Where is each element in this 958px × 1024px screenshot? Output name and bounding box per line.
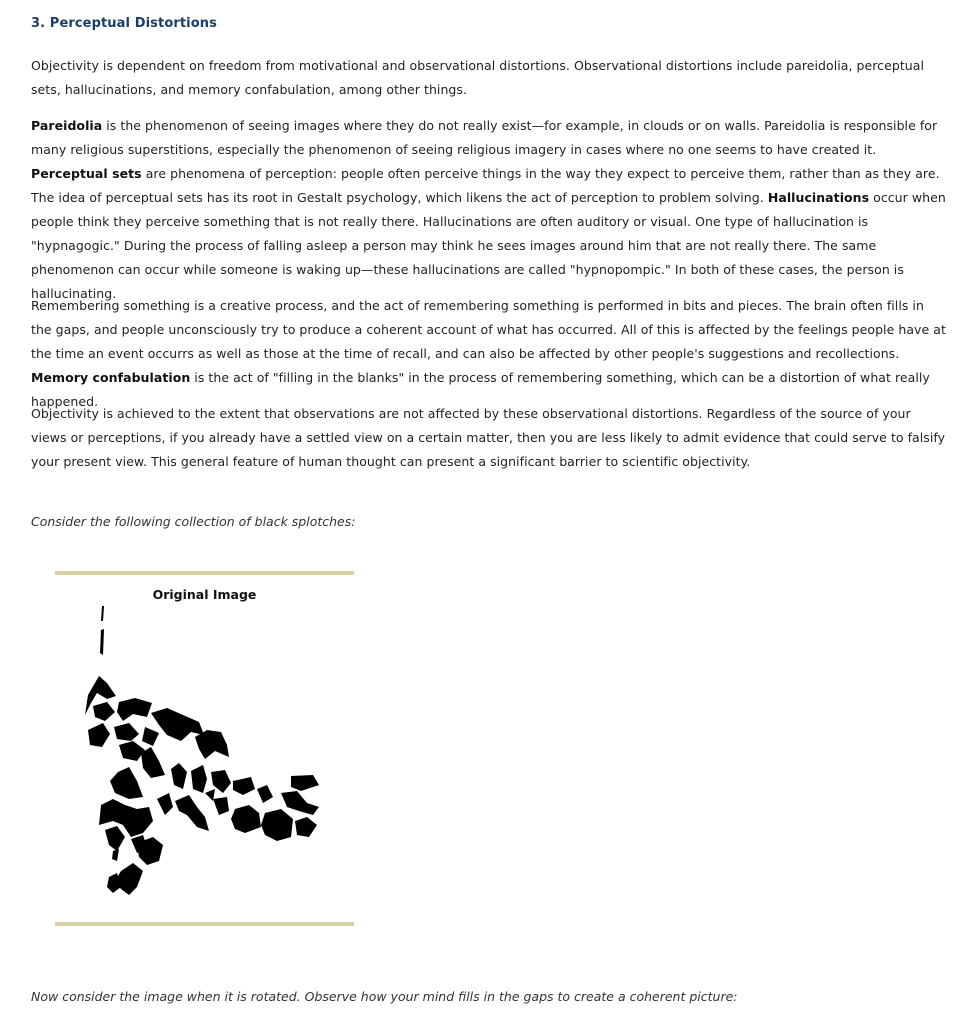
splotch <box>119 741 145 761</box>
term-hallucinations: Hallucinations <box>767 190 870 205</box>
term-memory-confabulation: Memory confabulation <box>31 370 191 385</box>
splotch <box>257 785 273 803</box>
splotch <box>100 629 104 655</box>
splotch <box>291 775 319 791</box>
splotch <box>233 777 255 795</box>
splotch <box>110 767 143 799</box>
splotch <box>151 708 204 741</box>
splotch <box>213 797 229 815</box>
splotch <box>115 863 143 895</box>
splotch <box>105 826 125 851</box>
paragraph-objectivity-conclusion: Objectivity is achieved to the extent that observations are not affected by these observational distortions. Regardless of the source of your views or perceptions, if you already have a settled view on a certain matter, then you are less likely to admit evidence that could serve to falsify your present view. This general feature of human thought can present a significant barrier to scientific objectivity. <box>31 406 946 469</box>
splotch <box>171 763 187 789</box>
black-splotches <box>85 606 319 895</box>
figure-original-image <box>55 571 354 926</box>
section-heading: 3. Perceptual Distortions <box>31 16 217 31</box>
splotch <box>101 606 104 621</box>
splotch <box>114 723 139 741</box>
paragraph-objectivity-intro: Objectivity is dependent on freedom from motivational and observational distortions. Observational distortions include pareidolia, perceptual sets, hallucinations, and memory confabulation, among other things. <box>31 58 924 97</box>
paragraph-text: is the act of "filling in the blanks" in the process of remembering something, which can be a distortion of what really happened. <box>31 370 930 409</box>
term-perceptual-sets: Perceptual sets <box>31 166 142 181</box>
figure-title: Original Image <box>152 587 257 602</box>
splotch <box>231 805 261 833</box>
splotch <box>175 795 209 831</box>
caption-consider-splotches: Consider the following collection of black splotches: <box>31 514 356 529</box>
splotch <box>93 702 115 721</box>
splotch <box>112 849 119 861</box>
paragraph-text: occur when people think they perceive something that is not really there. Hallucinations are often auditory or visual. One type of hallucination is "hypnagogic." During the process of falling asleep a person may think he sees images around him that are not really there. The same phenomenon can occur while someone is waking up—these hallucinations are called "hypnopompic." In both of these cases, the person is hallucinating. <box>31 190 946 301</box>
splotch <box>191 765 207 793</box>
splotch <box>195 730 229 759</box>
splotch-image <box>55 575 354 922</box>
term-pareidolia: Pareidolia <box>31 118 103 133</box>
paragraph-text: is the phenomenon of seeing images where they do not really exist—for example, in clouds or on walls. Pareidolia is responsible for many religious superstitions, especially the phenomenon of seeing religious imagery in cases where no one seems to have created it. <box>31 118 938 157</box>
paragraph-pareidolia <box>31 114 947 306</box>
splotch <box>141 747 165 778</box>
splotch <box>157 793 173 815</box>
splotch <box>117 698 152 721</box>
paragraph-memory <box>31 294 947 414</box>
splotch <box>295 817 317 837</box>
paragraph-text: are phenomena of perception: people often perceive things in the way they expect to perceive them, rather than as they are. The idea of perceptual sets has its root in Gestalt psychology, which likens the act of perception to problem solving. <box>31 166 940 205</box>
splotch <box>261 809 293 841</box>
paragraph-text: Remembering something is a creative process, and the act of remembering something is performed in bits and pieces. The brain often fills in the gaps, and people unconsciously try to produce a coherent account of what has occurred. All of this is affected by the feelings people have at the time an event occurrs as well as those at the time of recall, and can also be affected by other people's suggestions and recollections. <box>31 298 946 361</box>
splotch <box>88 723 110 747</box>
splotch <box>142 727 159 746</box>
caption-rotated-image: Now consider the image when it is rotated. Observe how your mind fills in the gaps to create a coherent picture: <box>31 989 738 1004</box>
splotch <box>281 791 319 815</box>
